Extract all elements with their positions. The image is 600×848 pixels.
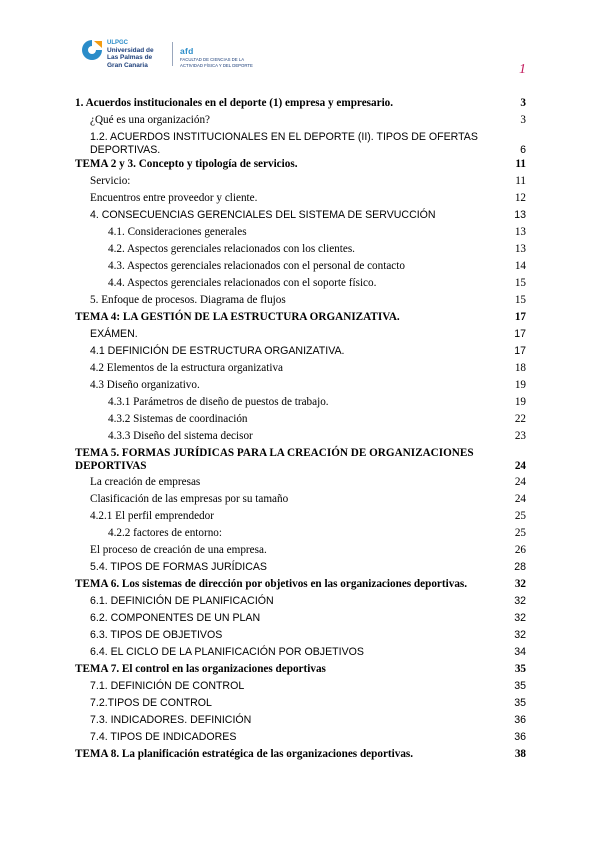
toc-entry-title: 7.1. DEFINICIÓN DE CONTROL	[90, 680, 245, 692]
faculty-line-1: FACULTAD DE CIENCIAS DE LA	[180, 57, 245, 62]
toc-entry-page: 36	[514, 714, 526, 726]
toc-entry-title: 4.1 DEFINICIÓN DE ESTRUCTURA ORGANIZATIVA.	[90, 345, 345, 357]
toc-entry-page: 25	[514, 527, 526, 539]
toc-entry[interactable]	[75, 663, 526, 676]
toc-entry[interactable]	[75, 396, 526, 409]
university-line-2: Las Palmas de	[107, 54, 153, 62]
toc-entry-title: 5. Enfoque de procesos. Diagrama de flujos	[90, 294, 286, 306]
toc-entry-title: 4.3.2 Sistemas de coordinación	[108, 413, 248, 425]
toc-entry-page: 15	[514, 277, 526, 289]
faculty-acronym: afd	[180, 46, 194, 56]
toc-entry-page: 3	[520, 97, 526, 109]
toc-entry-title: TEMA 6. Los sistemas de dirección por objetivos en las organizaciones deportivas.	[75, 578, 468, 590]
toc-entry-title: Encuentros entre proveedor y cliente.	[90, 192, 258, 204]
toc-entry-page: 24	[514, 459, 526, 472]
toc-entry-title: TEMA 2 y 3. Concepto y tipología de servicios.	[75, 158, 298, 170]
toc-entry[interactable]	[75, 748, 526, 761]
toc-entry[interactable]	[75, 476, 526, 489]
toc-entry-title: 6.2. COMPONENTES DE UN PLAN	[90, 612, 261, 624]
toc-entry-page: 36	[514, 731, 526, 743]
toc-entry-title: 4. CONSECUENCIAS GERENCIALES DEL SISTEMA DE SERVUCCIÓN	[90, 209, 436, 221]
toc-entry[interactable]	[75, 226, 526, 239]
toc-entry[interactable]	[75, 714, 526, 727]
toc-entry-title: 4.3.3 Diseño del sistema decisor	[108, 430, 253, 442]
toc-entry[interactable]	[75, 413, 526, 426]
toc-entry-title: 6.3. TIPOS DE OBJETIVOS	[90, 629, 223, 641]
toc-entry-page: 17	[514, 345, 526, 357]
toc-entry-title: 7.3. INDICADORES. DEFINICIÓN	[90, 714, 252, 726]
toc-entry-title: TEMA 4: LA GESTIÓN DE LA ESTRUCTURA ORGANIZATIVA.	[75, 311, 400, 323]
page-header	[80, 38, 540, 78]
toc-entry-page: 32	[514, 629, 526, 641]
toc-entry[interactable]	[75, 192, 526, 205]
toc-entry[interactable]	[75, 527, 526, 540]
toc-entry-page: 13	[514, 226, 526, 238]
toc-entry-title: El proceso de creación de una empresa.	[90, 544, 267, 556]
toc-entry[interactable]	[75, 158, 526, 171]
toc-entry[interactable]	[75, 510, 526, 523]
ulpgc-acronym: ULPGC	[107, 40, 128, 46]
toc-entry[interactable]	[75, 294, 526, 307]
toc-entry-page: 32	[514, 578, 526, 590]
toc-entry[interactable]	[75, 328, 526, 341]
toc-entry-page: 34	[514, 646, 526, 658]
university-line-3: Gran Canaria	[107, 61, 148, 69]
toc-entry-title: 4.2. Aspectos gerenciales relacionados con los clientes.	[108, 243, 355, 255]
toc-entry[interactable]	[75, 97, 526, 110]
toc-entry-page: 17	[514, 328, 526, 340]
toc-entry-title: TEMA 5. FORMAS JURÍDICAS PARA LA CREACIÓN DE ORGANIZACIONES DEPORTIVAS	[75, 447, 474, 472]
toc-entry-page: 25	[514, 510, 526, 522]
toc-entry-page: 35	[514, 680, 526, 692]
toc-entry-title: La creación de empresas	[90, 476, 201, 488]
toc-entry-page: 35	[514, 697, 526, 709]
table-of-contents	[75, 97, 526, 765]
toc-entry[interactable]	[75, 561, 526, 574]
toc-entry[interactable]	[75, 447, 526, 472]
toc-entry-page: 18	[514, 362, 526, 374]
toc-entry[interactable]	[75, 131, 526, 156]
faculty-logo	[180, 46, 320, 68]
toc-entry-title: 4.4. Aspectos gerenciales relacionados con el soporte físico.	[108, 277, 377, 289]
toc-entry-title: 6.4. EL CICLO DE LA PLANIFICACIÓN POR OBJETIVOS	[90, 646, 364, 658]
toc-entry-page: 19	[514, 396, 526, 408]
toc-entry-page: 11	[515, 175, 526, 187]
toc-entry-title: EXÁMEN.	[90, 328, 138, 340]
toc-entry-title: 4.3 Diseño organizativo.	[90, 379, 200, 391]
toc-entry-page: 13	[514, 243, 526, 255]
toc-entry-page: 22	[514, 413, 526, 425]
toc-entry-page: 6	[520, 143, 526, 156]
toc-entry-title: 6.1. DEFINICIÓN DE PLANIFICACIÓN	[90, 595, 274, 607]
toc-entry-page: 32	[514, 595, 526, 607]
toc-entry[interactable]	[75, 629, 526, 642]
toc-entry-title: 4.2.1 El perfil emprendedor	[90, 510, 214, 522]
toc-entry-page: 19	[514, 379, 526, 391]
toc-entry-page: 12	[514, 192, 526, 204]
toc-entry[interactable]	[75, 544, 526, 557]
toc-entry-page: 13	[514, 209, 526, 221]
toc-entry-title: 7.4. TIPOS DE INDICADORES	[90, 731, 237, 743]
toc-entry[interactable]	[75, 114, 526, 127]
toc-entry[interactable]	[75, 362, 526, 375]
toc-entry[interactable]	[75, 243, 526, 256]
toc-entry-page: 11	[515, 158, 526, 170]
toc-entry-page: 38	[514, 748, 526, 760]
toc-entry[interactable]	[75, 731, 526, 744]
toc-entry-page: 35	[514, 663, 526, 675]
toc-entry-title: ¿Qué es una organización?	[90, 114, 211, 126]
toc-entry-title: Clasificación de las empresas por su tamaño	[90, 493, 289, 505]
page-mark: 1	[519, 62, 526, 77]
toc-entry-title: 4.3. Aspectos gerenciales relacionados con el personal de contacto	[108, 260, 405, 272]
toc-entry[interactable]	[75, 209, 526, 222]
toc-entry-title: TEMA 7. El control en las organizaciones deportivas	[75, 663, 326, 675]
toc-entry-title: TEMA 8. La planificación estratégica de las organizaciones deportivas.	[75, 748, 414, 760]
toc-entry[interactable]	[75, 493, 526, 506]
toc-entry-title: 4.2.2 factores de entorno:	[108, 527, 223, 539]
toc-entry-page: 3	[520, 114, 526, 126]
toc-entry[interactable]	[75, 680, 526, 693]
toc-entry-page: 28	[514, 561, 526, 573]
university-line-1: Universidad de	[107, 47, 154, 55]
toc-entry[interactable]	[75, 379, 526, 392]
toc-entry-page: 17	[514, 311, 526, 323]
toc-entry-title: Servicio:	[90, 175, 131, 187]
toc-entry[interactable]	[75, 345, 526, 358]
toc-entry-page: 23	[514, 430, 526, 442]
toc-entry-title: 1. Acuerdos institucionales en el deporte (1) empresa y empresario.	[75, 97, 394, 109]
toc-entry[interactable]	[75, 430, 526, 443]
header-divider	[172, 42, 173, 66]
toc-entry[interactable]	[75, 612, 526, 625]
toc-entry-title: 1.2. ACUERDOS INSTITUCIONALES EN EL DEPORTE (II). TIPOS DE OFERTAS DEPORTIVAS.	[90, 131, 478, 156]
toc-entry-page: 24	[514, 493, 526, 505]
toc-entry-page: 24	[514, 476, 526, 488]
toc-entry[interactable]	[75, 260, 526, 273]
toc-entry[interactable]	[75, 646, 526, 659]
toc-entry[interactable]	[75, 277, 526, 290]
toc-entry-page: 32	[514, 612, 526, 624]
faculty-line-2: ACTIVIDAD FÍSICA Y DEL DEPORTE	[180, 63, 253, 68]
toc-entry-title: 4.3.1 Parámetros de diseño de puestos de trabajo.	[108, 396, 329, 408]
toc-entry-title: 5.4. TIPOS DE FORMAS JURÍDICAS	[90, 561, 267, 573]
ulpgc-logo-icon	[80, 38, 104, 62]
toc-entry[interactable]	[75, 311, 526, 324]
toc-entry-page: 15	[514, 294, 526, 306]
toc-entry-page: 26	[514, 544, 526, 556]
university-name	[107, 40, 154, 69]
toc-entry-title: 4.2 Elementos de la estructura organizativa	[90, 362, 284, 374]
toc-entry[interactable]	[75, 595, 526, 608]
toc-entry-title: 4.1. Consideraciones generales	[108, 226, 247, 238]
toc-entry[interactable]	[75, 697, 526, 710]
toc-entry[interactable]	[75, 578, 526, 591]
toc-entry[interactable]	[75, 175, 526, 188]
toc-entry-title: 7.2.TIPOS DE CONTROL	[90, 697, 212, 709]
toc-entry-page: 14	[514, 260, 526, 272]
